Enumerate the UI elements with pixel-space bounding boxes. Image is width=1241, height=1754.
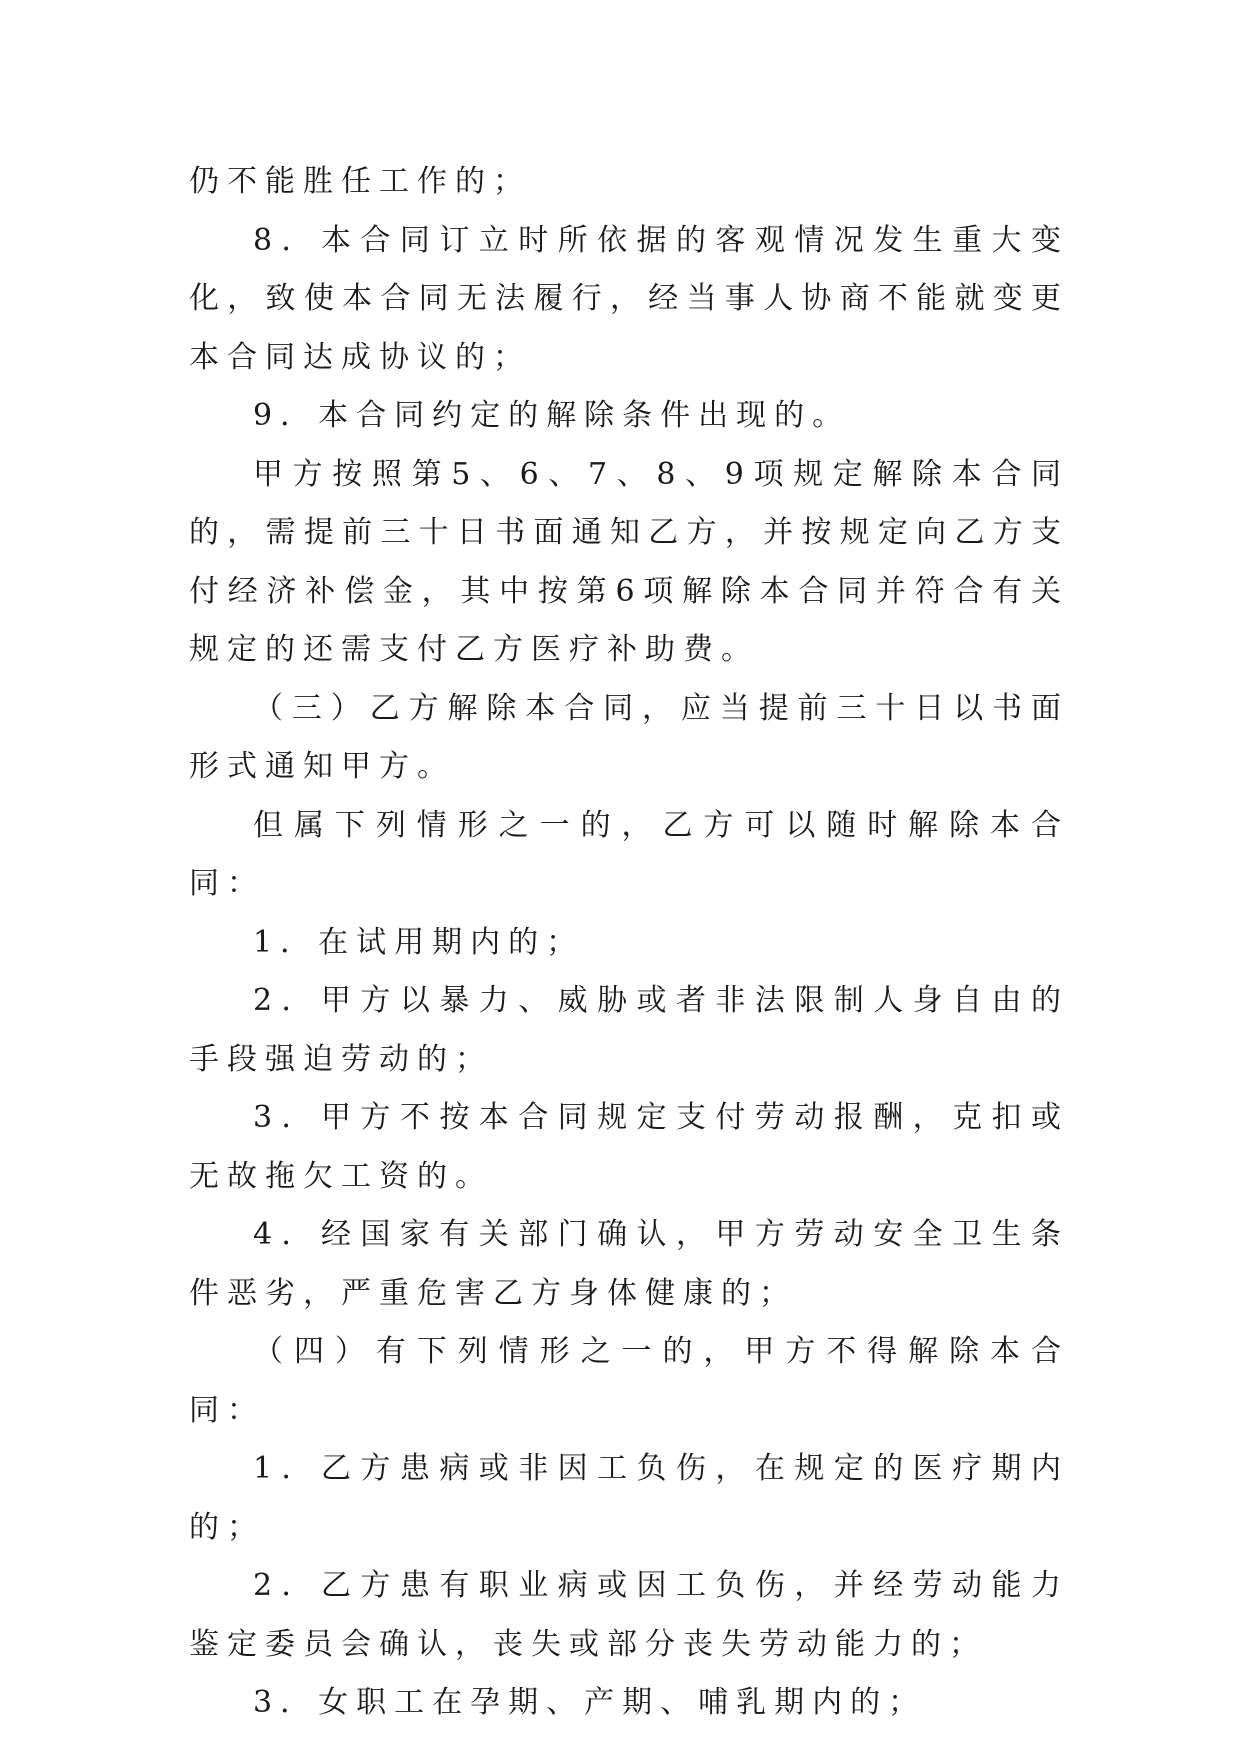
clause-8: 8．本合同订立时所依据的客观情况发生重大变化，致使本合同无法履行，经当事人协商不能就变更本合同达成协议的；	[189, 222, 1069, 375]
termination-notice-paragraph: 甲方按照第5、6、7、8、9项规定解除本合同的，需提前三十日书面通知乙方，并按规定向乙方支付经济补偿金，其中按第6项解除本合同并符合有关规定的还需支付乙方医疗补助费。	[189, 456, 1069, 667]
section-4-heading: （四）有下列情形之一的，甲方不得解除本合同：	[189, 1334, 1069, 1428]
employee-clause-3: 3．甲方不按本合同规定支付劳动报酬，克扣或无故拖欠工资的。	[189, 1100, 1069, 1194]
clause-9: 9．本合同约定的解除条件出现的。	[253, 398, 851, 433]
paragraph-continuation: 仍不能胜任工作的；	[189, 164, 531, 199]
employee-clause-2: 2．甲方以暴力、威胁或者非法限制人身自由的手段强迫劳动的；	[189, 983, 1069, 1077]
immediate-termination-intro: 但属下列情形之一的，乙方可以随时解除本合同：	[189, 807, 1069, 901]
document-body	[189, 153, 1069, 1733]
protection-clause-2: 2．乙方患有职业病或因工负伤，并经劳动能力鉴定委员会确认，丧失或部分丧失劳动能力的；	[189, 1568, 1069, 1662]
section-3-heading: （三）乙方解除本合同，应当提前三十日以书面形式通知甲方。	[189, 690, 1069, 784]
protection-clause-1: 1．乙方患病或非因工负伤，在规定的医疗期内的；	[189, 1451, 1069, 1545]
employee-clause-4: 4．经国家有关部门确认，甲方劳动安全卫生条件恶劣，严重危害乙方身体健康的；	[189, 1217, 1069, 1311]
protection-clause-3: 3．女职工在孕期、产期、哺乳期内的；	[253, 1685, 927, 1720]
employee-clause-1: 1．在试用期内的；	[253, 924, 585, 960]
